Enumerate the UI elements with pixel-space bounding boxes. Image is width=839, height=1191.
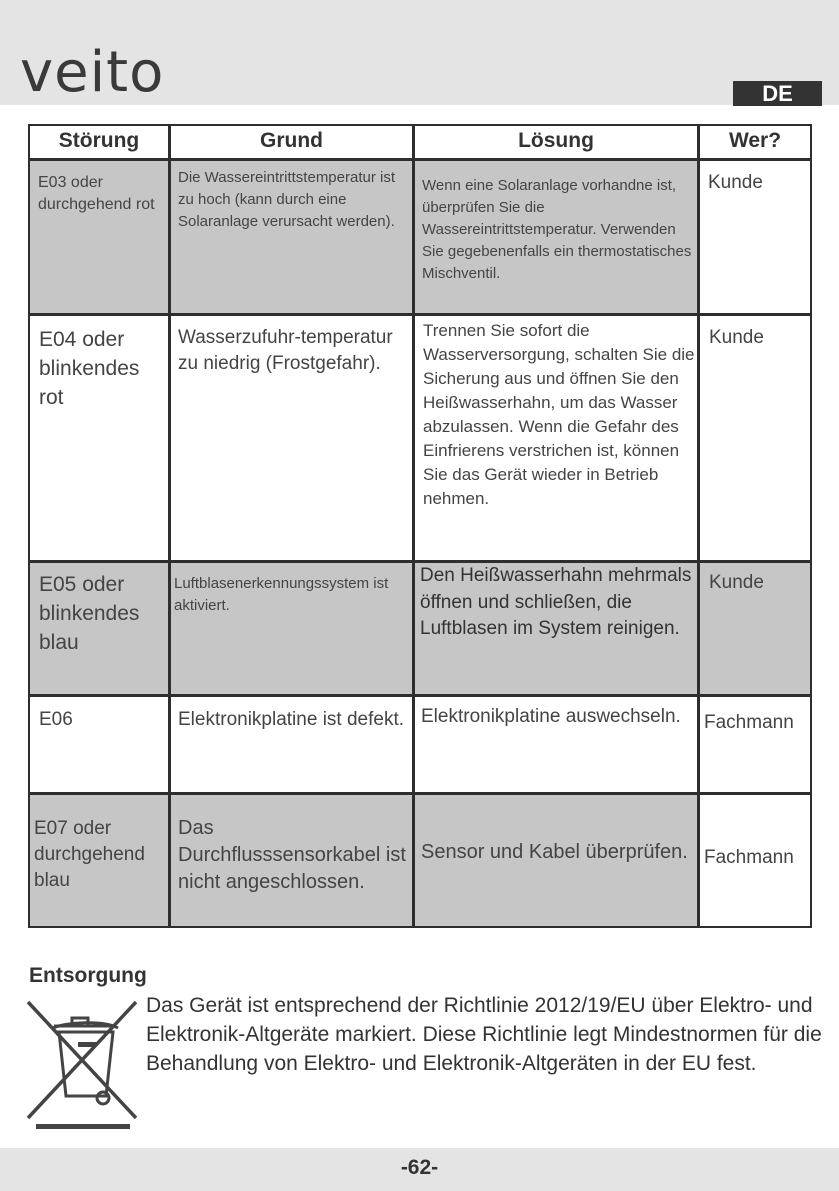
cause-cell: Das Durchflusssensorkabel ist nicht angeschlossen. [178, 817, 406, 893]
page-number: -62- [400, 1156, 439, 1179]
row-divider [30, 158, 810, 161]
fault-cell: E05 oder blinkendes blau [39, 573, 140, 654]
who-cell: Fachmann [704, 712, 794, 733]
fault-cell: E06 [39, 709, 73, 730]
header-who: Wer? [728, 129, 782, 152]
cause-cell: Elektronikplatine ist defekt. [178, 709, 405, 730]
row-divider [30, 694, 810, 697]
header-solution: Lösung [518, 129, 594, 152]
crossed-out-wheelie-bin-icon [26, 1000, 138, 1130]
row-divider [30, 792, 810, 795]
who-cell: Kunde [708, 172, 763, 193]
fault-cell: E03 oder durchgehend rot [38, 174, 155, 213]
column-divider [168, 126, 171, 926]
cause-cell: Wasserzufuhr-temperatur zu niedrig (Frostgefahr). [178, 327, 393, 374]
language-badge: DE [733, 81, 822, 106]
brand-logo: veito [20, 40, 165, 105]
who-cell: Kunde [709, 327, 764, 348]
cause-cell: Luftblasenerkennungssystem ist aktiviert. [174, 575, 389, 614]
column-divider [697, 126, 700, 926]
header-cause: Grund [260, 129, 323, 152]
solution-cell: Wenn eine Solaranlage vorhandne ist, überprüfen Sie die Wassereintrittstemperatur. Verwenden Sie gegebenenfalls ein thermostatisches Mischventil. [422, 177, 692, 282]
who-cell: Kunde [709, 572, 764, 593]
who-cell: Fachmann [704, 847, 794, 868]
column-divider [412, 126, 415, 926]
solution-cell: Den Heißwasserhahn mehrmals öffnen und schließen, die Luftblasen im System reinigen. [420, 565, 692, 639]
disposal-title: Entsorgung [29, 964, 147, 987]
solution-cell: Elektronikplatine auswechseln. [421, 706, 681, 727]
solution-cell: Sensor und Kabel überprüfen. [421, 841, 688, 863]
cause-cell: Die Wassereintrittstemperatur ist zu hoch (kann durch eine Solaranlage verursacht werden). [178, 169, 396, 230]
header-fault: Störung [58, 129, 140, 152]
error-code-table [28, 124, 812, 928]
solution-cell: Trennen Sie sofort die Wasserversorgung, schalten Sie die Sicherung aus und öffnen Sie den Heißwasserhahn, um das Wasser abzulassen. Wenn die Gefahr des Einfrierens verstrichen ist, können Sie das Gerät wieder in Betrieb nehmen. [423, 321, 695, 508]
fault-cell: E07 oder durchgehend blau [34, 818, 145, 891]
row-divider [30, 313, 810, 316]
disposal-text: Das Gerät ist entsprechend der Richtlinie 2012/19/EU über Elektro- und Elektronik-Altgeräte markiert. Diese Richtlinie legt Mindestnormen für die Behandlung von Elektro- und Elektronik-Altgeräten in der EU fest. [146, 994, 822, 1075]
fault-cell: E04 oder blinkendes rot [39, 328, 140, 409]
